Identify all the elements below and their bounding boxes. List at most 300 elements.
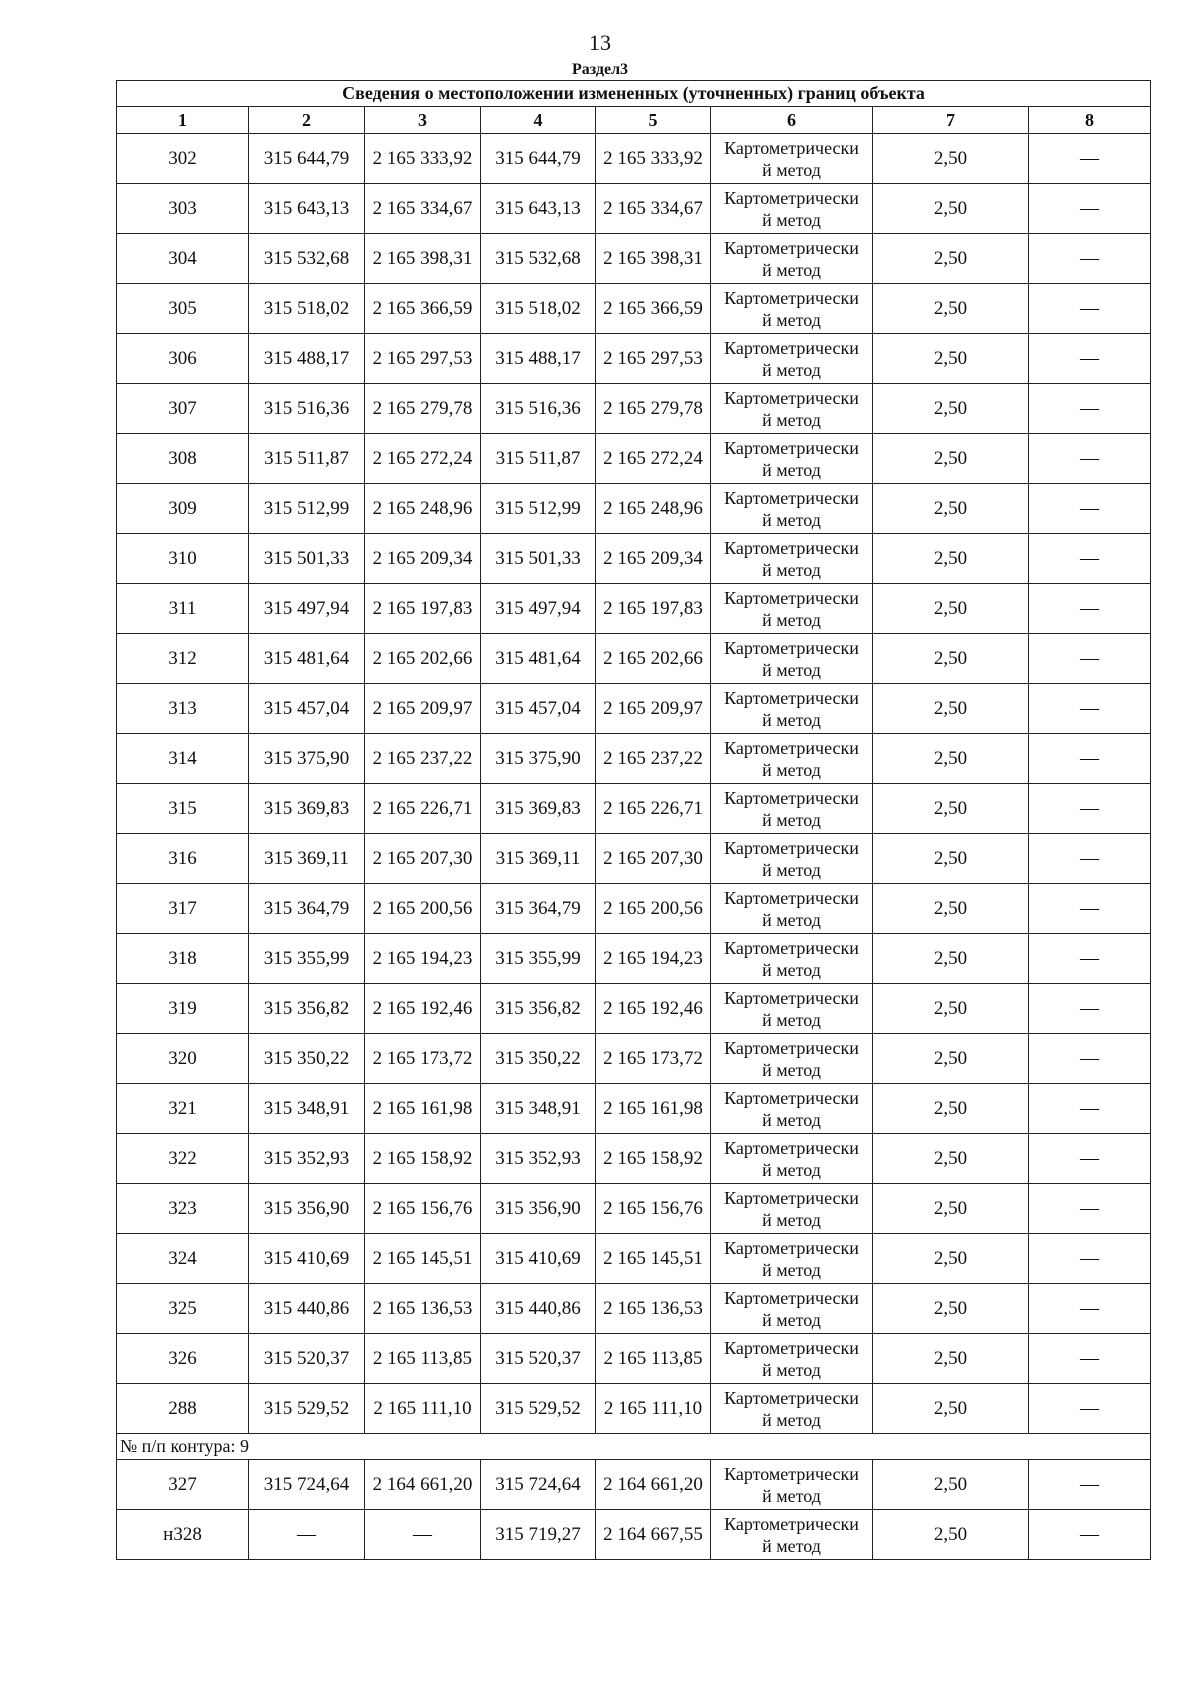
- existing-y-cell: 2 165 156,76: [365, 1184, 481, 1234]
- existing-y-cell: 2 165 197,83: [365, 584, 481, 634]
- point-number-cell: 317: [117, 884, 249, 934]
- method-line-2: й метод: [762, 1485, 821, 1506]
- accuracy-cell: 2,50: [873, 334, 1029, 384]
- contour-label-row: [117, 1434, 1151, 1460]
- new-y-cell: 2 165 145,51: [596, 1234, 711, 1284]
- method-cell: [711, 184, 873, 234]
- point-number-cell: 319: [117, 984, 249, 1034]
- method-line-2: й метод: [762, 1409, 821, 1430]
- description-cell: —: [1029, 1134, 1151, 1184]
- method-line-1: Картометрически: [724, 1337, 859, 1358]
- description-cell: —: [1029, 384, 1151, 434]
- description-cell: —: [1029, 134, 1151, 184]
- table-row: [117, 1084, 1151, 1134]
- method-line-2: й метод: [762, 509, 821, 530]
- new-x-cell: 315 643,13: [481, 184, 596, 234]
- method-line-1: Картометрически: [724, 287, 859, 308]
- existing-y-cell: 2 165 173,72: [365, 1034, 481, 1084]
- accuracy-cell: 2,50: [873, 1234, 1029, 1284]
- column-number: 2: [249, 107, 365, 134]
- description-cell: —: [1029, 1334, 1151, 1384]
- existing-x-cell: 315 375,90: [249, 734, 365, 784]
- description-cell: —: [1029, 734, 1151, 784]
- point-number-cell: 288: [117, 1384, 249, 1434]
- new-y-cell: 2 165 197,83: [596, 584, 711, 634]
- new-x-cell: 315 410,69: [481, 1234, 596, 1284]
- point-number-cell: 312: [117, 634, 249, 684]
- table-row: [117, 1460, 1151, 1510]
- existing-y-cell: 2 165 192,46: [365, 984, 481, 1034]
- method-line-2: й метод: [762, 409, 821, 430]
- new-x-cell: 315 457,04: [481, 684, 596, 734]
- method-line-1: Картометрически: [724, 437, 859, 458]
- accuracy-cell: 2,50: [873, 284, 1029, 334]
- new-y-cell: 2 165 237,22: [596, 734, 711, 784]
- new-x-cell: 315 511,87: [481, 434, 596, 484]
- method-cell: [711, 134, 873, 184]
- method-cell: [711, 1234, 873, 1284]
- new-x-cell: 315 481,64: [481, 634, 596, 684]
- table-row: [117, 484, 1151, 534]
- new-y-cell: 2 164 661,20: [596, 1460, 711, 1510]
- existing-x-cell: 315 369,83: [249, 784, 365, 834]
- table-row: [117, 234, 1151, 284]
- point-number-cell: н328: [117, 1510, 249, 1560]
- description-cell: —: [1029, 634, 1151, 684]
- point-number-cell: 307: [117, 384, 249, 434]
- accuracy-cell: 2,50: [873, 234, 1029, 284]
- existing-y-cell: 2 165 158,92: [365, 1134, 481, 1184]
- new-x-cell: 315 719,27: [481, 1510, 596, 1560]
- method-line-1: Картометрически: [724, 137, 859, 158]
- existing-y-cell: 2 165 202,66: [365, 634, 481, 684]
- existing-y-cell: 2 165 209,34: [365, 534, 481, 584]
- new-y-cell: 2 165 334,67: [596, 184, 711, 234]
- method-line-2: й метод: [762, 1009, 821, 1030]
- point-number-cell: 308: [117, 434, 249, 484]
- method-cell: [711, 234, 873, 284]
- method-cell: [711, 284, 873, 334]
- existing-y-cell: 2 165 272,24: [365, 434, 481, 484]
- page-number: 13: [589, 30, 611, 55]
- point-number-cell: 320: [117, 1034, 249, 1084]
- description-cell: —: [1029, 334, 1151, 384]
- method-line-1: Картометрически: [724, 387, 859, 408]
- accuracy-cell: 2,50: [873, 434, 1029, 484]
- accuracy-cell: 2,50: [873, 184, 1029, 234]
- method-line-1: Картометрически: [724, 1237, 859, 1258]
- description-cell: —: [1029, 784, 1151, 834]
- description-cell: —: [1029, 534, 1151, 584]
- method-line-2: й метод: [762, 1209, 821, 1230]
- existing-y-cell: 2 165 226,71: [365, 784, 481, 834]
- method-cell: [711, 1134, 873, 1184]
- column-number: 3: [365, 107, 481, 134]
- existing-x-cell: 315 481,64: [249, 634, 365, 684]
- new-y-cell: 2 165 272,24: [596, 434, 711, 484]
- point-number-cell: 304: [117, 234, 249, 284]
- existing-x-cell: 315 497,94: [249, 584, 365, 634]
- contour-label: № п/п контура: 9: [117, 1434, 1151, 1460]
- method-line-2: й метод: [762, 1359, 821, 1380]
- new-y-cell: 2 165 200,56: [596, 884, 711, 934]
- method-line-2: й метод: [762, 909, 821, 930]
- accuracy-cell: 2,50: [873, 884, 1029, 934]
- accuracy-cell: 2,50: [873, 1460, 1029, 1510]
- description-cell: —: [1029, 1384, 1151, 1434]
- existing-y-cell: 2 165 333,92: [365, 134, 481, 184]
- method-line-1: Картометрически: [724, 737, 859, 758]
- method-cell: [711, 484, 873, 534]
- new-x-cell: 315 375,90: [481, 734, 596, 784]
- new-y-cell: 2 165 398,31: [596, 234, 711, 284]
- table-body: [117, 134, 1151, 1434]
- point-number-cell: 324: [117, 1234, 249, 1284]
- method-line-2: й метод: [762, 159, 821, 180]
- method-cell: [711, 834, 873, 884]
- method-line-2: й метод: [762, 359, 821, 380]
- existing-y-cell: —: [365, 1510, 481, 1560]
- table-row: [117, 884, 1151, 934]
- method-line-2: й метод: [762, 1535, 821, 1556]
- existing-y-cell: 2 165 207,30: [365, 834, 481, 884]
- contour-section: [117, 1434, 1151, 1460]
- new-y-cell: 2 165 279,78: [596, 384, 711, 434]
- point-number-cell: 306: [117, 334, 249, 384]
- existing-y-cell: 2 165 209,97: [365, 684, 481, 734]
- new-y-cell: 2 165 161,98: [596, 1084, 711, 1134]
- existing-x-cell: 315 520,37: [249, 1334, 365, 1384]
- method-cell: [711, 1284, 873, 1334]
- method-line-1: Картометрически: [724, 1087, 859, 1108]
- new-x-cell: 315 356,90: [481, 1184, 596, 1234]
- new-y-cell: 2 165 209,97: [596, 684, 711, 734]
- point-number-cell: 316: [117, 834, 249, 884]
- existing-x-cell: 315 512,99: [249, 484, 365, 534]
- accuracy-cell: 2,50: [873, 634, 1029, 684]
- description-cell: —: [1029, 834, 1151, 884]
- section-title: Раздел3: [571, 61, 629, 78]
- point-number-cell: 310: [117, 534, 249, 584]
- table-row: [117, 434, 1151, 484]
- method-line-2: й метод: [762, 609, 821, 630]
- method-line-1: Картометрически: [724, 837, 859, 858]
- method-cell: [711, 884, 873, 934]
- existing-x-cell: 315 440,86: [249, 1284, 365, 1334]
- existing-y-cell: 2 165 334,67: [365, 184, 481, 234]
- method-cell: [711, 334, 873, 384]
- boundary-coordinates-table: [116, 80, 1151, 1560]
- new-y-cell: 2 164 667,55: [596, 1510, 711, 1560]
- new-y-cell: 2 165 158,92: [596, 1134, 711, 1184]
- description-cell: —: [1029, 234, 1151, 284]
- method-line-2: й метод: [762, 709, 821, 730]
- new-y-cell: 2 165 333,92: [596, 134, 711, 184]
- table-row: [117, 1384, 1151, 1434]
- point-number-cell: 326: [117, 1334, 249, 1384]
- new-x-cell: 315 518,02: [481, 284, 596, 334]
- method-line-1: Картометрически: [724, 487, 859, 508]
- column-number: 5: [596, 107, 711, 134]
- point-number-cell: 313: [117, 684, 249, 734]
- table-caption: Сведения о местоположении измененных (уточненных) границ объекта: [117, 81, 1151, 107]
- accuracy-cell: 2,50: [873, 684, 1029, 734]
- table-row: [117, 1134, 1151, 1184]
- method-line-1: Картометрически: [724, 337, 859, 358]
- new-y-cell: 2 165 192,46: [596, 984, 711, 1034]
- point-number-cell: 309: [117, 484, 249, 534]
- existing-x-cell: 315 410,69: [249, 1234, 365, 1284]
- method-line-1: Картометрически: [724, 1187, 859, 1208]
- method-line-2: й метод: [762, 959, 821, 980]
- column-number: 6: [711, 107, 873, 134]
- description-cell: —: [1029, 1510, 1151, 1560]
- accuracy-cell: 2,50: [873, 1384, 1029, 1434]
- accuracy-cell: 2,50: [873, 784, 1029, 834]
- existing-y-cell: 2 165 398,31: [365, 234, 481, 284]
- new-x-cell: 315 532,68: [481, 234, 596, 284]
- method-cell: [711, 934, 873, 984]
- table-row: [117, 1284, 1151, 1334]
- existing-x-cell: 315 352,93: [249, 1134, 365, 1184]
- description-cell: —: [1029, 434, 1151, 484]
- point-number-cell: 327: [117, 1460, 249, 1510]
- method-cell: [711, 1510, 873, 1560]
- existing-y-cell: 2 164 661,20: [365, 1460, 481, 1510]
- accuracy-cell: 2,50: [873, 1184, 1029, 1234]
- accuracy-cell: 2,50: [873, 1084, 1029, 1134]
- method-cell: [711, 434, 873, 484]
- new-y-cell: 2 165 156,76: [596, 1184, 711, 1234]
- method-line-1: Картометрически: [724, 887, 859, 908]
- table-row: [117, 184, 1151, 234]
- description-cell: —: [1029, 1284, 1151, 1334]
- method-line-2: й метод: [762, 759, 821, 780]
- column-number: 1: [117, 107, 249, 134]
- table-row: [117, 1184, 1151, 1234]
- method-line-1: Картометрически: [724, 187, 859, 208]
- column-number: 4: [481, 107, 596, 134]
- accuracy-cell: 2,50: [873, 384, 1029, 434]
- column-number: 7: [873, 107, 1029, 134]
- description-cell: —: [1029, 1084, 1151, 1134]
- method-line-2: й метод: [762, 559, 821, 580]
- description-cell: —: [1029, 1460, 1151, 1510]
- point-number-cell: 315: [117, 784, 249, 834]
- new-y-cell: 2 165 194,23: [596, 934, 711, 984]
- method-line-2: й метод: [762, 809, 821, 830]
- new-x-cell: 315 644,79: [481, 134, 596, 184]
- description-cell: —: [1029, 934, 1151, 984]
- existing-x-cell: 315 516,36: [249, 384, 365, 434]
- description-cell: —: [1029, 1034, 1151, 1084]
- method-line-2: й метод: [762, 259, 821, 280]
- accuracy-cell: 2,50: [873, 934, 1029, 984]
- existing-y-cell: 2 165 248,96: [365, 484, 481, 534]
- method-cell: [711, 384, 873, 434]
- existing-x-cell: 315 724,64: [249, 1460, 365, 1510]
- new-x-cell: 315 516,36: [481, 384, 596, 434]
- new-y-cell: 2 165 248,96: [596, 484, 711, 534]
- new-x-cell: 315 352,93: [481, 1134, 596, 1184]
- description-cell: —: [1029, 984, 1151, 1034]
- table-row: [117, 784, 1151, 834]
- method-cell: [711, 1034, 873, 1084]
- method-line-1: Картометрически: [724, 787, 859, 808]
- new-x-cell: 315 356,82: [481, 984, 596, 1034]
- method-line-1: Картометрически: [724, 1463, 859, 1484]
- method-line-1: Картометрически: [724, 1513, 859, 1534]
- existing-x-cell: 315 644,79: [249, 134, 365, 184]
- new-x-cell: 315 724,64: [481, 1460, 596, 1510]
- method-cell: [711, 1460, 873, 1510]
- table-row: [117, 1334, 1151, 1384]
- table-row: [117, 284, 1151, 334]
- point-number-cell: 323: [117, 1184, 249, 1234]
- method-line-1: Картометрически: [724, 1287, 859, 1308]
- method-line-2: й метод: [762, 459, 821, 480]
- method-line-1: Картометрически: [724, 1137, 859, 1158]
- existing-x-cell: 315 364,79: [249, 884, 365, 934]
- new-x-cell: 315 350,22: [481, 1034, 596, 1084]
- point-number-cell: 322: [117, 1134, 249, 1184]
- new-x-cell: 315 369,11: [481, 834, 596, 884]
- table-row: [117, 684, 1151, 734]
- table-row: [117, 334, 1151, 384]
- new-y-cell: 2 165 226,71: [596, 784, 711, 834]
- table-row: [117, 584, 1151, 634]
- description-cell: —: [1029, 1234, 1151, 1284]
- new-y-cell: 2 165 113,85: [596, 1334, 711, 1384]
- method-line-1: Картометрически: [724, 937, 859, 958]
- method-cell: [711, 984, 873, 1034]
- point-number-cell: 302: [117, 134, 249, 184]
- existing-x-cell: 315 355,99: [249, 934, 365, 984]
- existing-x-cell: 315 348,91: [249, 1084, 365, 1134]
- accuracy-cell: 2,50: [873, 484, 1029, 534]
- existing-x-cell: 315 369,11: [249, 834, 365, 884]
- point-number-cell: 311: [117, 584, 249, 634]
- method-line-2: й метод: [762, 209, 821, 230]
- existing-y-cell: 2 165 136,53: [365, 1284, 481, 1334]
- accuracy-cell: 2,50: [873, 1334, 1029, 1384]
- method-cell: [711, 534, 873, 584]
- method-cell: [711, 684, 873, 734]
- method-line-1: Картометрически: [724, 587, 859, 608]
- method-line-1: Картометрически: [724, 237, 859, 258]
- table-row: [117, 934, 1151, 984]
- existing-x-cell: 315 529,52: [249, 1384, 365, 1434]
- description-cell: —: [1029, 584, 1151, 634]
- new-x-cell: 315 364,79: [481, 884, 596, 934]
- new-x-cell: 315 512,99: [481, 484, 596, 534]
- new-y-cell: 2 165 173,72: [596, 1034, 711, 1084]
- new-y-cell: 2 165 207,30: [596, 834, 711, 884]
- method-cell: [711, 1384, 873, 1434]
- accuracy-cell: 2,50: [873, 984, 1029, 1034]
- new-y-cell: 2 165 209,34: [596, 534, 711, 584]
- new-x-cell: 315 440,86: [481, 1284, 596, 1334]
- table-row: [117, 734, 1151, 784]
- accuracy-cell: 2,50: [873, 534, 1029, 584]
- table-caption-row: [117, 81, 1151, 107]
- table-row: [117, 1234, 1151, 1284]
- existing-x-cell: 315 532,68: [249, 234, 365, 284]
- existing-y-cell: 2 165 161,98: [365, 1084, 481, 1134]
- existing-x-cell: 315 511,87: [249, 434, 365, 484]
- method-cell: [711, 634, 873, 684]
- new-x-cell: 315 520,37: [481, 1334, 596, 1384]
- new-y-cell: 2 165 366,59: [596, 284, 711, 334]
- existing-y-cell: 2 165 237,22: [365, 734, 481, 784]
- method-line-2: й метод: [762, 1109, 821, 1130]
- method-cell: [711, 1084, 873, 1134]
- existing-x-cell: 315 488,17: [249, 334, 365, 384]
- table-row: [117, 984, 1151, 1034]
- accuracy-cell: 2,50: [873, 584, 1029, 634]
- new-y-cell: 2 165 202,66: [596, 634, 711, 684]
- new-y-cell: 2 165 111,10: [596, 1384, 711, 1434]
- existing-y-cell: 2 165 194,23: [365, 934, 481, 984]
- description-cell: —: [1029, 484, 1151, 534]
- accuracy-cell: 2,50: [873, 734, 1029, 784]
- existing-y-cell: 2 165 145,51: [365, 1234, 481, 1284]
- column-number: 8: [1029, 107, 1151, 134]
- existing-y-cell: 2 165 200,56: [365, 884, 481, 934]
- description-cell: —: [1029, 1184, 1151, 1234]
- existing-x-cell: 315 643,13: [249, 184, 365, 234]
- existing-y-cell: 2 165 297,53: [365, 334, 481, 384]
- new-x-cell: 315 488,17: [481, 334, 596, 384]
- existing-y-cell: 2 165 279,78: [365, 384, 481, 434]
- method-line-2: й метод: [762, 309, 821, 330]
- existing-x-cell: 315 350,22: [249, 1034, 365, 1084]
- new-y-cell: 2 165 297,53: [596, 334, 711, 384]
- existing-y-cell: 2 165 111,10: [365, 1384, 481, 1434]
- existing-y-cell: 2 165 113,85: [365, 1334, 481, 1384]
- point-number-cell: 303: [117, 184, 249, 234]
- description-cell: —: [1029, 184, 1151, 234]
- new-x-cell: 315 501,33: [481, 534, 596, 584]
- method-line-1: Картометрически: [724, 537, 859, 558]
- method-line-2: й метод: [762, 859, 821, 880]
- new-x-cell: 315 497,94: [481, 584, 596, 634]
- existing-y-cell: 2 165 366,59: [365, 284, 481, 334]
- description-cell: —: [1029, 684, 1151, 734]
- accuracy-cell: 2,50: [873, 134, 1029, 184]
- table-row: [117, 634, 1151, 684]
- method-line-2: й метод: [762, 1259, 821, 1280]
- point-number-cell: 321: [117, 1084, 249, 1134]
- accuracy-cell: 2,50: [873, 1510, 1029, 1560]
- point-number-cell: 325: [117, 1284, 249, 1334]
- method-line-2: й метод: [762, 1159, 821, 1180]
- description-cell: —: [1029, 284, 1151, 334]
- new-x-cell: 315 355,99: [481, 934, 596, 984]
- method-line-2: й метод: [762, 1059, 821, 1080]
- existing-x-cell: 315 356,90: [249, 1184, 365, 1234]
- method-cell: [711, 784, 873, 834]
- table-row: [117, 1510, 1151, 1560]
- new-x-cell: 315 529,52: [481, 1384, 596, 1434]
- method-line-2: й метод: [762, 1309, 821, 1330]
- contour-table-body: [117, 1460, 1151, 1560]
- method-line-1: Картометрически: [724, 637, 859, 658]
- table-row: [117, 134, 1151, 184]
- method-line-1: Картометрически: [724, 987, 859, 1008]
- existing-x-cell: 315 518,02: [249, 284, 365, 334]
- existing-x-cell: —: [249, 1510, 365, 1560]
